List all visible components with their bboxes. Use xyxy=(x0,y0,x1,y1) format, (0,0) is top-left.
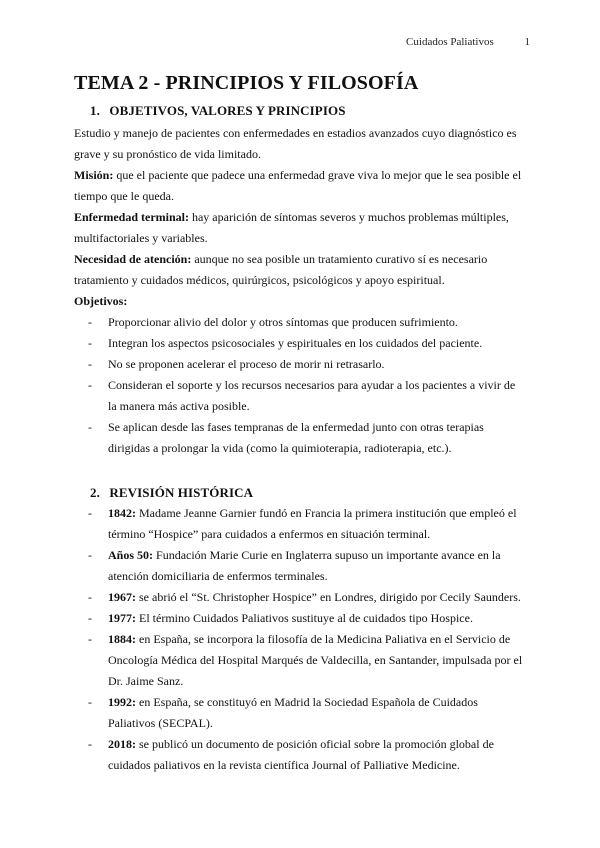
section-number: 1. xyxy=(90,103,100,118)
item-label: 1992: xyxy=(108,695,136,709)
dash-bullet: - xyxy=(88,590,92,604)
intro-paragraph: Estudio y manejo de pacientes con enfermedades en estadios avanzados cuyo diagnóstico es grave y su pronóstico de vida limitado. xyxy=(74,126,517,161)
item-text: se abrió el “St. Christopher Hospice” en Londres, dirigido por Cecily Saunders. xyxy=(136,590,521,604)
list-item-text: Se aplican desde las fases tempranas de la enfermedad junto con otras terapias dirigidas a prolongar la vida (como la quimioterapia, radioterapia, etc.). xyxy=(108,420,484,455)
item-text: en España, se incorpora la filosofía de la Medicina Paliativa en el Servicio de Oncología Médica del Hospital Marqués de Valdecilla, en Santander, impulsada por el Dr. Jaime Sanz. xyxy=(108,632,523,688)
objetivos-label-paragraph xyxy=(74,291,526,312)
atencion-label: Necesidad de atención: xyxy=(74,252,192,266)
atencion-text: aunque no sea posible un tratamiento curativo sí es necesario tratamiento y cuidados médicos, quirúrgicos, psicológicos y apoyo espiritual. xyxy=(74,252,488,287)
list-item xyxy=(74,545,526,587)
list-item xyxy=(74,354,526,375)
mision-label: Misión: xyxy=(74,168,114,182)
section-heading-text: REVISIÓN HISTÓRICA xyxy=(109,485,254,500)
dash-bullet: - xyxy=(88,315,92,329)
objetivos-list xyxy=(74,312,526,459)
list-item xyxy=(74,417,526,459)
item-label: 1977: xyxy=(108,611,136,625)
dash-bullet: - xyxy=(88,506,92,520)
item-label: 1884: xyxy=(108,632,136,646)
list-item xyxy=(74,312,526,333)
item-label: 2018: xyxy=(108,737,136,751)
objetivos-label: Objetivos: xyxy=(74,294,128,308)
section-heading xyxy=(90,103,526,119)
item-text: en España, se constituyó en Madrid la Sociedad Española de Cuidados Paliativos (SECPAL). xyxy=(108,695,478,730)
dash-bullet: - xyxy=(88,737,92,751)
dash-bullet: - xyxy=(88,420,92,434)
dash-bullet: - xyxy=(88,695,92,709)
atencion-paragraph xyxy=(74,249,526,291)
list-item xyxy=(74,692,526,734)
terminal-paragraph xyxy=(74,207,526,249)
section-heading-text: OBJETIVOS, VALORES Y PRINCIPIOS xyxy=(109,103,346,118)
running-title: Cuidados Paliativos xyxy=(406,36,494,48)
item-text: se publicó un documento de posición oficial sobre la promoción global de cuidados paliativos en la revista científica Journal of Palliative Medicine. xyxy=(108,737,494,772)
page-number: 1 xyxy=(524,36,530,48)
item-text: El término Cuidados Paliativos sustituye al de cuidados tipo Hospice. xyxy=(136,611,473,625)
mision-text: que el paciente que padece una enfermedad grave viva lo mejor que le sea posible el tiempo que le queda. xyxy=(74,168,522,203)
dash-bullet: - xyxy=(88,611,92,625)
dash-bullet: - xyxy=(88,336,92,350)
document-title: TEMA 2 - PRINCIPIOS Y FILOSOFÍA xyxy=(74,72,419,94)
list-item xyxy=(74,375,526,417)
list-item-text: Proporcionar alivio del dolor y otros síntomas que producen sufrimiento. xyxy=(108,315,458,329)
item-label: Años 50: xyxy=(108,548,154,562)
historia-list xyxy=(74,503,526,776)
dash-bullet: - xyxy=(88,632,92,646)
item-text: Madame Jeanne Garnier fundó en Francia la primera institución que empleó el término “Hospice” para cuidados a enfermos en situación terminal. xyxy=(108,506,517,541)
list-item xyxy=(74,333,526,354)
list-item xyxy=(74,608,526,629)
list-item xyxy=(74,734,526,776)
terminal-label: Enfermedad terminal: xyxy=(74,210,189,224)
dash-bullet: - xyxy=(88,548,92,562)
mision-paragraph xyxy=(74,165,526,207)
list-item-text: Integran los aspectos psicosociales y espirituales en los cuidados del paciente. xyxy=(108,336,483,350)
list-item xyxy=(74,587,526,608)
list-item-text: Consideran el soporte y los recursos necesarios para ayudar a los pacientes a vivir de la manera más activa posible. xyxy=(108,378,516,413)
dash-bullet: - xyxy=(88,357,92,371)
item-label: 1842: xyxy=(108,506,136,520)
section-objetivos xyxy=(74,103,526,459)
section-heading xyxy=(90,485,526,501)
list-item xyxy=(74,503,526,545)
section-revision-historica xyxy=(74,485,526,776)
document-body xyxy=(74,72,526,776)
item-label: 1967: xyxy=(108,590,136,604)
dash-bullet: - xyxy=(88,378,92,392)
list-item xyxy=(74,629,526,692)
terminal-text: hay aparición de síntomas severos y muchos problemas múltiples, multifactoriales y variables. xyxy=(74,210,509,245)
item-text: Fundación Marie Curie en Inglaterra supuso un importante avance en la atención domiciliaria de enfermos terminales. xyxy=(108,548,501,583)
running-header xyxy=(406,36,530,48)
section-number: 2. xyxy=(90,485,100,500)
list-item-text: No se proponen acelerar el proceso de morir ni retrasarlo. xyxy=(108,357,385,371)
